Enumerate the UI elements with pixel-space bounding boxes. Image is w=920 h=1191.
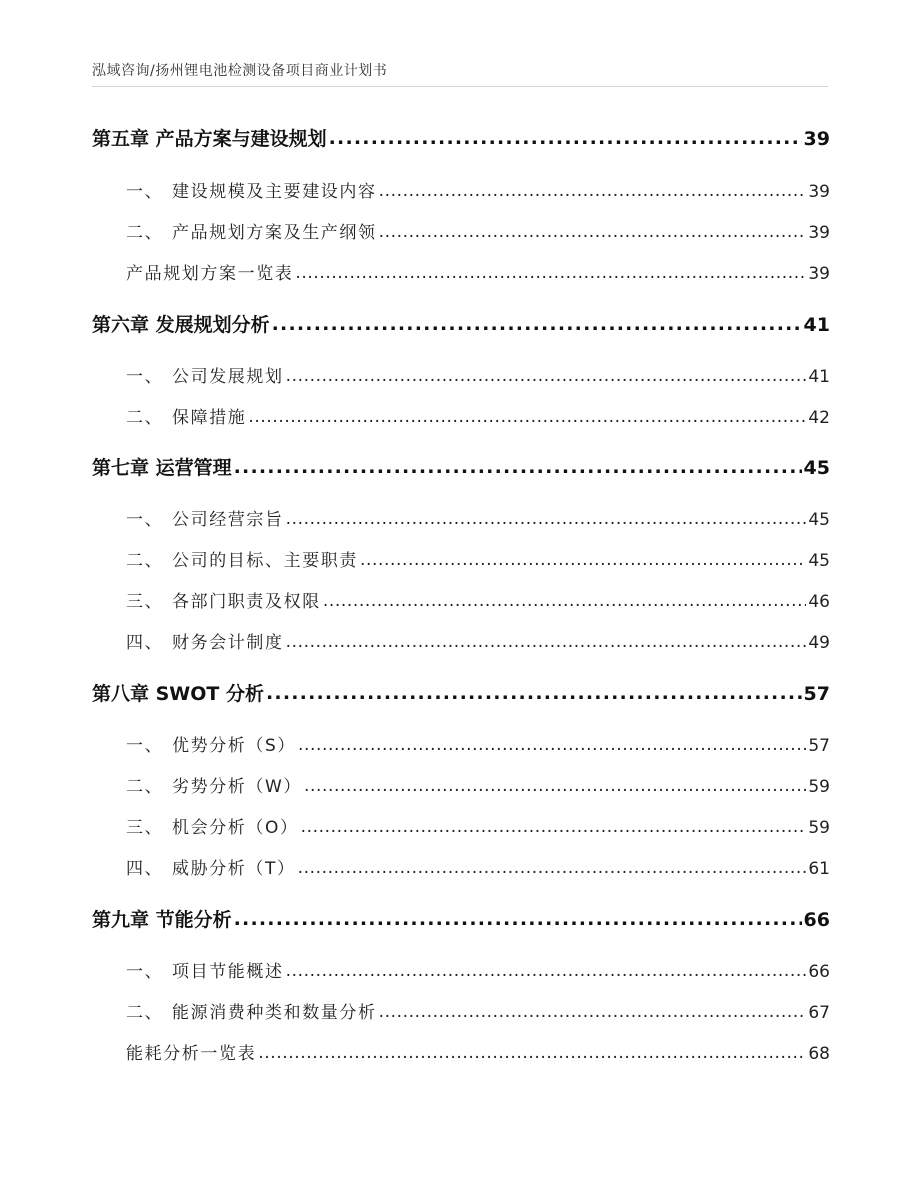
dot-leader [248,407,806,427]
dot-leader [272,313,802,335]
toc-section-number: 一、 [126,736,164,756]
toc-entry-title: 威胁分析（T） [172,859,296,879]
toc-page-number: 57 [808,736,830,756]
dot-leader [286,632,807,652]
toc-entry-title: 第八章 SWOT 分析 [92,683,264,705]
toc-section-6-2[interactable] [92,403,830,428]
dot-leader [379,181,807,201]
toc-page-number: 39 [808,182,830,202]
toc-page-number: 68 [808,1044,830,1064]
toc-section-8-3[interactable] [92,813,830,838]
toc-section-number: 一、 [126,962,164,982]
toc-page-number: 67 [808,1003,830,1023]
toc-section-number: 一、 [126,182,164,202]
toc-section-number: 三、 [126,818,164,838]
toc-entry-title: 第五章 产品方案与建设规划 [92,128,327,150]
toc-section-number: 一、 [126,367,164,387]
toc-chapter-7[interactable] [92,453,830,480]
toc-page-number: 39 [808,264,830,284]
toc-entry-title: 第九章 节能分析 [92,909,232,931]
toc-page-number: 59 [808,777,830,797]
toc-page-number: 41 [808,367,830,387]
toc-entry-title: 公司经营宗旨 [172,510,284,530]
dot-leader [286,961,807,981]
toc-page-number: 66 [803,909,830,931]
toc-section-6-1[interactable] [92,362,830,387]
dot-leader [301,817,807,837]
toc-section-5-1[interactable] [92,177,830,202]
toc-entry-title: 财务会计制度 [172,633,284,653]
toc-entry-title: 优势分析（S） [172,736,296,756]
dot-leader [360,550,806,570]
toc-section-7-4[interactable] [92,628,830,653]
dot-leader [304,776,806,796]
toc-section-8-2[interactable] [92,772,830,797]
toc-entry-title: 保障措施 [172,408,247,428]
dot-leader [329,127,802,149]
toc-page-number: 45 [808,510,830,530]
dot-leader [379,222,807,242]
toc-page-number: 45 [803,457,830,479]
toc-table-5-1[interactable] [92,259,830,284]
toc-page-number: 59 [808,818,830,838]
toc-entry-title: 能源消费种类和数量分析 [172,1003,377,1023]
toc-chapter-8[interactable] [92,679,830,706]
toc-page-number: 46 [808,592,830,612]
toc-page-number: 57 [803,683,830,705]
toc-section-9-2[interactable] [92,998,830,1023]
toc-entry-title: 能耗分析一览表 [126,1044,257,1064]
toc-section-9-1[interactable] [92,957,830,982]
toc-section-8-4[interactable] [92,854,830,879]
dot-leader [266,682,802,704]
toc-page-number: 39 [808,223,830,243]
toc-section-7-3[interactable] [92,587,830,612]
header-divider [92,86,828,87]
toc-section-number: 四、 [126,633,164,653]
toc-section-number: 三、 [126,592,164,612]
page-header: 泓域咨询/扬州锂电池检测设备项目商业计划书 [92,63,388,79]
toc-section-5-2[interactable] [92,218,830,243]
toc-page-number: 42 [808,408,830,428]
toc-chapter-5[interactable] [92,124,830,151]
toc-page-number: 49 [808,633,830,653]
toc-entry-title: 公司的目标、主要职责 [172,551,358,571]
toc-entry-title: 机会分析（O） [172,818,299,838]
toc-section-7-1[interactable] [92,505,830,530]
toc-section-number: 一、 [126,510,164,530]
toc-entry-title: 建设规模及主要建设内容 [172,182,377,202]
toc-entry-title: 第七章 运营管理 [92,457,232,479]
toc-section-8-1[interactable] [92,731,830,756]
toc-section-number: 二、 [126,223,164,243]
toc-page-number: 66 [808,962,830,982]
toc-section-7-2[interactable] [92,546,830,571]
toc-chapter-6[interactable] [92,310,830,337]
toc-page-number: 61 [808,859,830,879]
toc-section-number: 二、 [126,551,164,571]
dot-leader [379,1002,807,1022]
toc-section-number: 二、 [126,777,164,797]
toc-entry-title: 公司发展规划 [172,367,284,387]
dot-leader [323,591,807,611]
toc-entry-title: 产品规划方案及生产纲领 [172,223,377,243]
toc-entry-title: 项目节能概述 [172,962,284,982]
dot-leader [258,1043,806,1063]
toc-page-number: 39 [803,128,830,150]
dot-leader [298,858,807,878]
toc-section-number: 四、 [126,859,164,879]
toc-entry-title: 各部门职责及权限 [172,592,321,612]
toc-page-number: 45 [808,551,830,571]
dot-leader [298,735,806,755]
toc-entry-title: 产品规划方案一览表 [126,264,294,284]
toc-chapter-9[interactable] [92,905,830,932]
toc-page-number: 41 [803,314,830,336]
dot-leader [234,456,802,478]
toc-entry-title: 第六章 发展规划分析 [92,314,270,336]
toc-section-number: 二、 [126,1003,164,1023]
toc-entry-title: 劣势分析（W） [172,777,303,797]
dot-leader [295,263,806,283]
toc-table-9-1[interactable] [92,1039,830,1064]
dot-leader [234,908,802,930]
dot-leader [286,509,807,529]
toc-section-number: 二、 [126,408,164,428]
dot-leader [286,366,807,386]
